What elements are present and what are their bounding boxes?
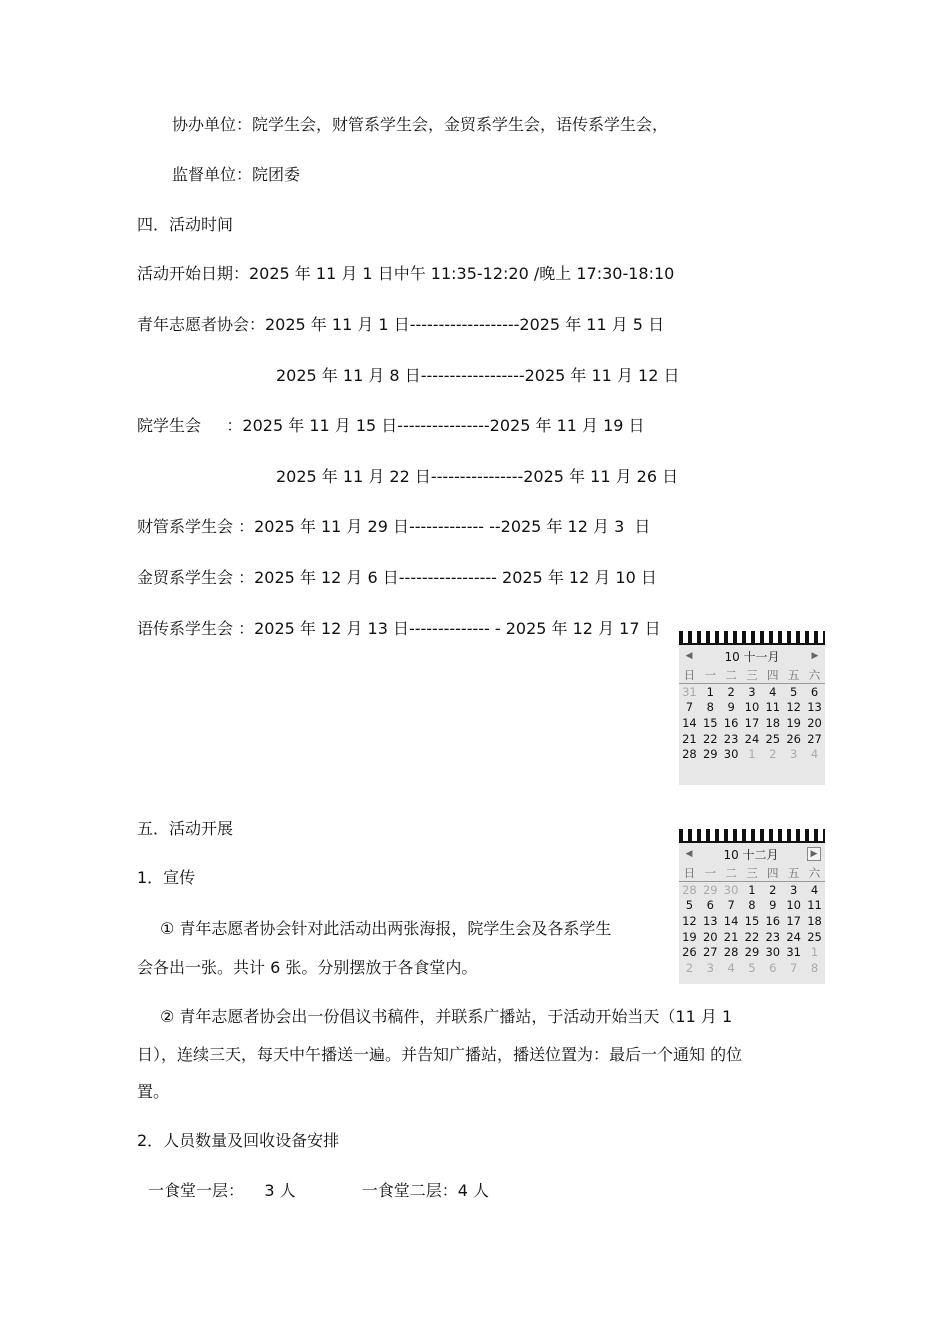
calendar-day[interactable]: 1 (748, 747, 756, 762)
calendar-day[interactable]: 9 (769, 898, 777, 913)
calendar-day[interactable]: 4 (810, 882, 819, 897)
calendar-day[interactable]: 25 (807, 929, 822, 944)
calendar-day[interactable]: 2 (727, 684, 735, 699)
calendar-day[interactable]: 1 (810, 945, 819, 960)
calendar-week-row (679, 882, 825, 898)
finance-dept-line: 财管系学生会 ：2025 年 11 月 29 日------------- --2025 年 12 月 3 日 (137, 517, 651, 536)
calendar-spiral (679, 631, 825, 645)
language-dept-line: 语传系学生会 ：2025 年 12 月 13 日-------------- - 2025 年 12 月 17 日 (137, 619, 661, 638)
paragraph-1-line-2: 会各出一张。共计 6 张。分别摆放于各食堂内。 (137, 958, 478, 977)
calendar-day[interactable]: 22 (702, 731, 718, 746)
calendar-spiral (679, 829, 825, 843)
calendar-day[interactable]: 8 (810, 960, 819, 975)
weekday-label: 四 (762, 667, 783, 684)
calendar-day[interactable]: 28 (682, 747, 697, 762)
calendar-day[interactable]: 5 (748, 960, 756, 975)
section-4-heading: 四．活动时间 (137, 215, 234, 234)
paragraph-2-line-1: ② 青年志愿者协会出一份倡议书稿件，并联系广播站，于活动开始当天（11 月 1 (160, 1007, 733, 1026)
calendar-day[interactable]: 31 (786, 945, 801, 960)
calendar-day[interactable]: 29 (702, 747, 718, 762)
calendar-day[interactable]: 6 (706, 898, 714, 913)
calendar-day[interactable]: 6 (769, 960, 777, 975)
weekday-label: 四 (762, 865, 783, 882)
calendar-day[interactable]: 2 (685, 960, 694, 975)
next-month-arrow-icon[interactable]: ▶ (811, 651, 819, 661)
calendar-day[interactable]: 3 (789, 882, 798, 897)
calendar-day[interactable]: 11 (765, 700, 781, 715)
calendar-day[interactable]: 17 (786, 913, 801, 928)
calendar-day[interactable]: 14 (682, 715, 697, 730)
calendar-day[interactable]: 5 (789, 684, 798, 699)
calendar-day[interactable]: 1 (706, 684, 714, 699)
paragraph-2-line-3: 置。 (137, 1082, 170, 1101)
calendar-day[interactable]: 27 (807, 731, 822, 746)
weekday-label: 二 (721, 667, 742, 684)
calendar-day[interactable]: 3 (748, 684, 756, 699)
calendar-week-row (679, 898, 825, 914)
calendar-day[interactable]: 7 (685, 700, 694, 715)
calendar-day[interactable]: 13 (702, 913, 718, 928)
calendar-day[interactable]: 17 (744, 715, 760, 730)
calendar-day[interactable]: 7 (727, 898, 735, 913)
calendar-day[interactable]: 26 (682, 945, 697, 960)
calendar-day[interactable]: 24 (786, 929, 801, 944)
weekday-label: 五 (783, 667, 804, 684)
calendar-title: 10 十一月 (724, 649, 780, 664)
paragraph-1-line-1: ① 青年志愿者协会针对此活动出两张海报，院学生会及各系学生 (160, 919, 612, 938)
calendar-day[interactable]: 4 (769, 684, 777, 699)
calendar-december (679, 829, 825, 984)
prev-month-arrow-icon[interactable]: ◀ (685, 651, 693, 661)
calendar-week-row (679, 960, 825, 976)
calendar-day[interactable]: 26 (786, 731, 801, 746)
weekday-label: 一 (700, 865, 721, 882)
calendar-day[interactable]: 20 (807, 715, 822, 730)
calendar-week-row (679, 700, 825, 716)
calendar-day[interactable]: 22 (744, 929, 760, 944)
calendar-day[interactable]: 2 (769, 747, 777, 762)
calendar-day[interactable]: 2 (769, 882, 777, 897)
weekday-label: 二 (721, 865, 742, 882)
calendar-day[interactable]: 5 (685, 898, 694, 913)
student-union-line-1: 院学生会 ：2025 年 11 月 15 日----------------2025 年 11 月 19 日 (137, 416, 645, 435)
supervisor-line: 监督单位：院团委 (172, 165, 301, 184)
prev-month-arrow-icon[interactable]: ◀ (685, 849, 693, 859)
calendar-day[interactable]: 18 (765, 715, 781, 730)
calendar-day[interactable]: 16 (765, 913, 781, 928)
calendar-day[interactable]: 21 (682, 731, 697, 746)
calendar-week-row (679, 929, 825, 945)
calendar-day[interactable]: 15 (702, 715, 718, 730)
student-union-line-2: 2025 年 11 月 22 日----------------2025 年 11 月 26 日 (276, 467, 679, 486)
calendar-day[interactable]: 28 (723, 945, 739, 960)
calendar-day[interactable]: 11 (807, 898, 822, 913)
calendar-day[interactable]: 10 (786, 898, 801, 913)
calendar-week-row (679, 684, 825, 700)
calendar-day[interactable]: 9 (727, 700, 735, 715)
paragraph-2-line-2: 日），连续三天，每天中午播送一遍。并告知广播站，播送位置为：最后一个通知 的位 (137, 1045, 743, 1064)
calendar-day[interactable]: 16 (723, 715, 739, 730)
calendar-day[interactable]: 1 (748, 882, 756, 897)
calendar-november (679, 631, 825, 785)
weekday-label: 六 (804, 667, 825, 684)
calendar-day[interactable]: 23 (723, 731, 739, 746)
calendar-header (679, 843, 825, 865)
calendar-day[interactable]: 29 (702, 882, 718, 897)
weekday-label: 三 (742, 865, 763, 882)
subsection-2-heading: 2．人员数量及回收设备安排 (137, 1131, 340, 1150)
calendar-day[interactable]: 20 (702, 929, 718, 944)
section-5-heading: 五．活动开展 (137, 819, 234, 838)
calendar-day[interactable]: 3 (706, 960, 714, 975)
calendar-day[interactable]: 3 (789, 747, 798, 762)
calendar-day[interactable]: 8 (706, 700, 714, 715)
calendar-day[interactable]: 31 (682, 684, 697, 699)
calendar-week-row (679, 715, 825, 731)
calendar-day[interactable]: 12 (786, 700, 801, 715)
start-date-line: 活动开始日期：2025 年 11 月 1 日中午 11:35-12:20 /晚上 17:30-18:10 (137, 264, 675, 283)
calendar-day[interactable]: 23 (765, 929, 781, 944)
calendar-day[interactable]: 28 (682, 882, 697, 897)
calendar-day[interactable]: 18 (807, 913, 822, 928)
youth-volunteer-line-1: 青年志愿者协会：2025 年 11 月 1 日-------------------2025 年 11 月 5 日 (137, 315, 665, 334)
calendar-day[interactable]: 6 (810, 684, 819, 699)
weekday-label: 五 (783, 865, 804, 882)
calendar-week-row (679, 746, 825, 762)
calendar-day[interactable]: 30 (723, 882, 739, 897)
calendar-day[interactable]: 7 (789, 960, 798, 975)
subsection-1-heading: 1．宣传 (137, 868, 196, 887)
calendar-day[interactable]: 14 (723, 913, 739, 928)
weekday-label: 六 (804, 865, 825, 882)
weekday-label: 三 (742, 667, 763, 684)
calendar-day[interactable]: 19 (786, 715, 801, 730)
calendar-title: 10 十二月 (723, 847, 779, 862)
calendar-day[interactable]: 4 (727, 960, 735, 975)
calendar-day[interactable]: 8 (748, 898, 756, 913)
calendar-day[interactable]: 19 (682, 929, 697, 944)
calendar-day[interactable]: 12 (682, 913, 697, 928)
staff-allocation-line: 一食堂一层： 3 人 一食堂二层：4 人 (148, 1181, 489, 1200)
calendar-day[interactable]: 10 (744, 700, 760, 715)
calendar-day[interactable]: 24 (744, 731, 760, 746)
weekday-label: 日 (679, 667, 700, 684)
calendar-day[interactable]: 15 (744, 913, 760, 928)
calendar-week-row (679, 944, 825, 960)
calendar-week-row (679, 731, 825, 747)
calendar-day[interactable]: 4 (810, 747, 819, 762)
calendar-day[interactable]: 13 (807, 700, 822, 715)
calendar-week-row (679, 913, 825, 929)
weekday-label: 一 (700, 667, 721, 684)
calendar-day[interactable]: 29 (744, 945, 760, 960)
calendar-day[interactable]: 27 (702, 945, 718, 960)
weekday-label: 日 (679, 865, 700, 882)
calendar-day[interactable]: 30 (765, 945, 781, 960)
youth-volunteer-line-2: 2025 年 11 月 8 日------------------2025 年 11 月 12 日 (276, 366, 680, 385)
trade-dept-line: 金贸系学生会 ：2025 年 12 月 6 日----------------- 2025 年 12 月 10 日 (137, 568, 657, 587)
calendar-day[interactable]: 25 (765, 731, 781, 746)
co-organizer-line: 协办单位：院学生会，财管系学生会，金贸系学生会，语传系学生会， (172, 115, 669, 134)
calendar-day[interactable]: 30 (723, 747, 739, 762)
calendar-grid (679, 667, 825, 762)
next-month-arrow-icon[interactable]: ▶ (807, 847, 821, 861)
calendar-day[interactable]: 21 (723, 929, 739, 944)
calendar-grid (679, 865, 825, 976)
calendar-header (679, 645, 825, 667)
